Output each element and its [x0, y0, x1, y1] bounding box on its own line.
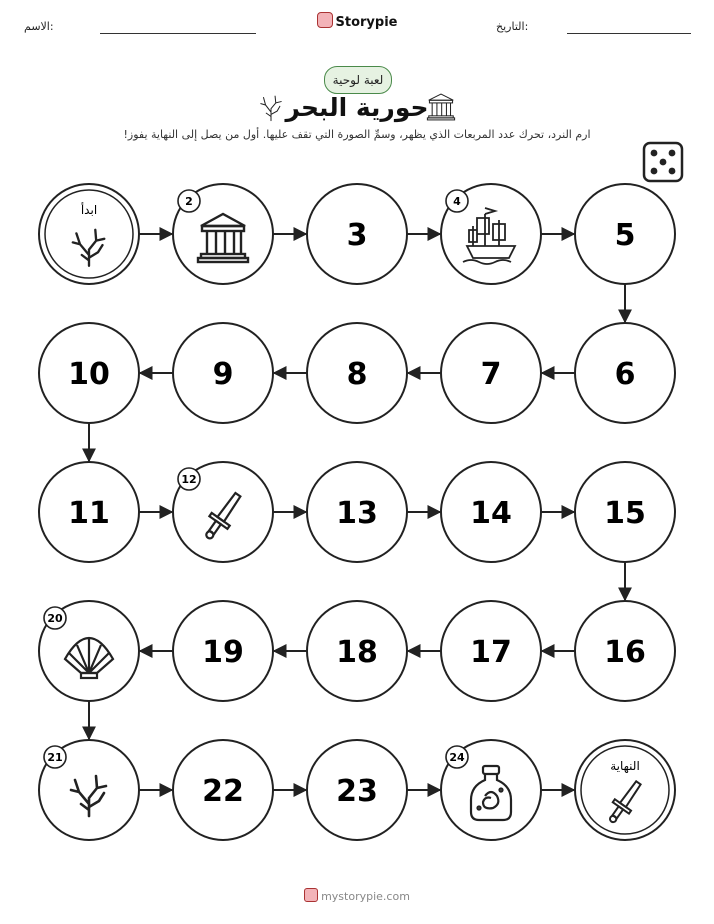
space-number: 10 — [68, 357, 110, 392]
board-space-18 — [307, 601, 407, 701]
space-number: 2 — [185, 195, 193, 208]
space-circle — [575, 740, 675, 840]
board-space-7 — [441, 323, 541, 423]
board-space-11 — [39, 462, 139, 562]
board-space-5 — [575, 184, 675, 284]
space-number: 12 — [181, 473, 197, 486]
board-space-3 — [307, 184, 407, 284]
game-type-badge: لعبة لوحية — [324, 66, 392, 94]
start-label: ابدأ — [80, 203, 98, 217]
space-number: 22 — [202, 774, 244, 809]
page-title: حورية البحر — [285, 93, 429, 122]
name-label: الاسم: — [24, 20, 54, 33]
space-number: 8 — [346, 357, 368, 392]
footer-url[interactable]: mystorypie.com — [321, 890, 410, 903]
space-number: 21 — [47, 751, 63, 764]
board-space-4 — [441, 184, 541, 284]
space-circle — [39, 184, 139, 284]
board-space-17 — [441, 601, 541, 701]
space-number: 20 — [47, 612, 63, 625]
space-number: 15 — [604, 496, 646, 531]
space-number: 14 — [470, 496, 512, 531]
space-number: 18 — [336, 635, 378, 670]
board-space-2 — [173, 184, 273, 284]
space-number: 5 — [614, 218, 636, 253]
brand-name: Storypie — [335, 15, 398, 30]
board-space-8 — [307, 323, 407, 423]
dice-icon — [644, 143, 682, 181]
board-space-21 — [39, 740, 139, 840]
space-number: 9 — [212, 357, 234, 392]
footer-logo-icon — [304, 888, 318, 902]
board-space-15 — [575, 462, 675, 562]
board-space-22 — [173, 740, 273, 840]
instructions: ارم النرد، تحرك عدد المربعات الذي يظهر، وسمِّ الصورة التي تقف عليها. أول من يصل إلى النهاية يفوز! — [123, 128, 591, 141]
space-number: 4 — [453, 195, 461, 208]
board-space-14 — [441, 462, 541, 562]
board-space-20 — [39, 601, 139, 701]
space-number: 16 — [604, 635, 646, 670]
board-space-13 — [307, 462, 407, 562]
board-space-12 — [173, 462, 273, 562]
space-number: 11 — [68, 496, 110, 531]
board-space-16 — [575, 601, 675, 701]
footer — [0, 888, 714, 903]
board-space-25 — [575, 740, 675, 840]
board-space-23 — [307, 740, 407, 840]
space-number: 7 — [480, 357, 502, 392]
board-space-1 — [39, 184, 139, 284]
space-number: 24 — [449, 751, 465, 764]
space-number: 3 — [346, 218, 368, 253]
board-space-19 — [173, 601, 273, 701]
board-space-10 — [39, 323, 139, 423]
board-space-24 — [441, 740, 541, 840]
date-label: التاريخ: — [496, 20, 529, 33]
space-number: 19 — [202, 635, 244, 670]
finish-label: النهاية — [610, 759, 640, 773]
space-number: 17 — [470, 635, 512, 670]
board-space-6 — [575, 323, 675, 423]
space-number: 6 — [614, 357, 636, 392]
board-space-9 — [173, 323, 273, 423]
space-number: 13 — [336, 496, 378, 531]
space-number: 23 — [336, 774, 378, 809]
